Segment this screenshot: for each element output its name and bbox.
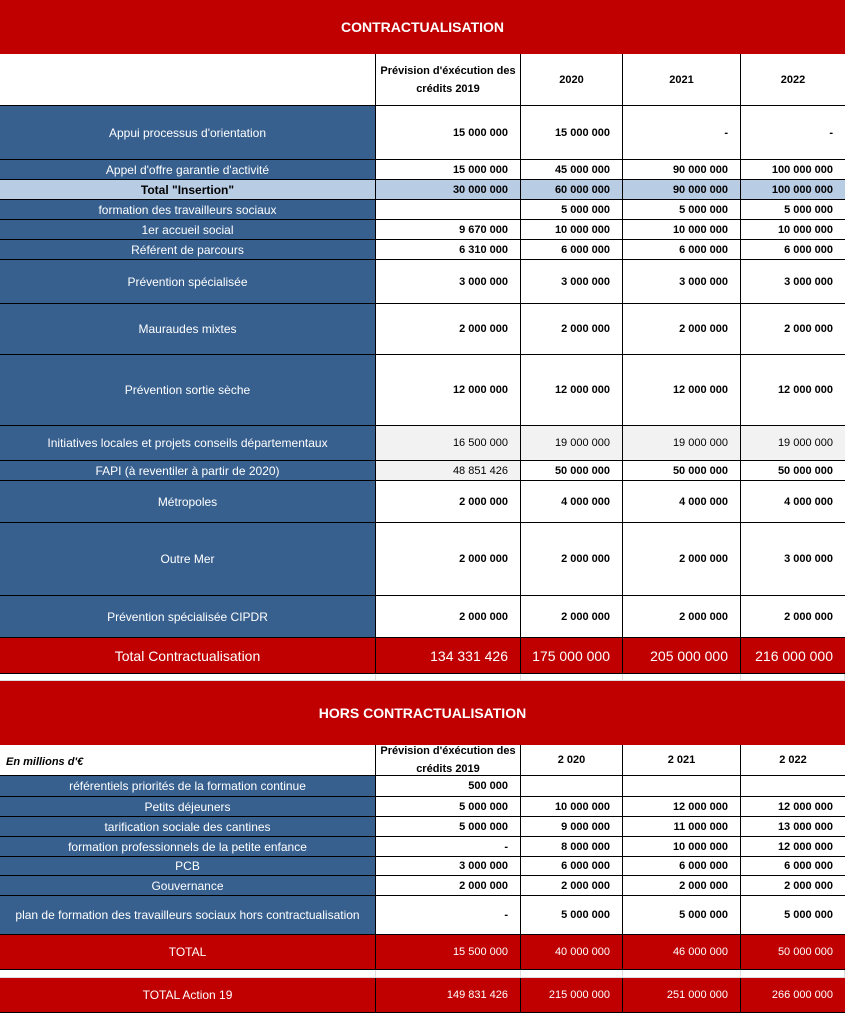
value-cell[interactable]: 12 000 000 xyxy=(741,837,845,857)
value-cell[interactable]: 15 000 000 xyxy=(521,106,623,160)
value-cell[interactable]: 48 851 426 xyxy=(376,461,521,481)
total-row xyxy=(0,935,845,970)
value-cell[interactable]: 46 000 000 xyxy=(623,935,741,970)
value-cell[interactable]: 5 000 000 xyxy=(623,200,741,220)
column-header xyxy=(0,54,376,106)
value-cell[interactable]: 3 000 000 xyxy=(521,260,623,304)
value-cell[interactable]: 19 000 000 xyxy=(521,426,623,461)
value-cell[interactable]: 16 500 000 xyxy=(376,426,521,461)
value-cell[interactable]: 15 000 000 xyxy=(376,160,521,180)
value-cell[interactable]: 5 000 000 xyxy=(521,896,623,935)
value-cell[interactable]: 2 000 000 xyxy=(521,304,623,355)
total-row xyxy=(0,978,845,1013)
value-cell[interactable]: 3 000 000 xyxy=(741,523,845,596)
value-cell[interactable]: 149 831 426 xyxy=(376,978,521,1013)
value-cell[interactable]: 15 000 000 xyxy=(376,106,521,160)
value-cell[interactable]: 6 000 000 xyxy=(521,857,623,876)
value-cell[interactable]: 8 000 000 xyxy=(521,837,623,857)
row-label: formation des travailleurs sociaux xyxy=(0,200,376,220)
value-cell[interactable]: 2 000 000 xyxy=(376,304,521,355)
column-header: En millions d'€ xyxy=(0,745,376,776)
value-cell[interactable]: 2 000 000 xyxy=(376,876,521,896)
value-cell[interactable]: 3 000 000 xyxy=(623,260,741,304)
table-row xyxy=(0,837,845,857)
value-cell[interactable]: 2 000 000 xyxy=(623,876,741,896)
value-cell[interactable]: 13 000 000 xyxy=(741,817,845,837)
row-label: PCB xyxy=(0,857,376,876)
row-label: Appel d'offre garantie d'activité xyxy=(0,160,376,180)
value-cell[interactable]: 3 000 000 xyxy=(376,857,521,876)
value-cell[interactable]: 50 000 000 xyxy=(741,935,845,970)
value-cell[interactable]: 11 000 000 xyxy=(623,817,741,837)
column-header: 2020 xyxy=(521,54,623,106)
row-label: formation professionnels de la petite enfance xyxy=(0,837,376,857)
total-row xyxy=(0,638,845,674)
column-header: 2022 xyxy=(741,54,845,106)
value-cell[interactable]: 12 000 000 xyxy=(623,797,741,817)
section-title: CONTRACTUALISATION xyxy=(0,0,845,55)
table-row xyxy=(0,876,845,896)
value-cell[interactable]: 10 000 000 xyxy=(521,797,623,817)
column-header: Prévision d'éxécution des crédits 2019 xyxy=(376,54,521,106)
row-label: Total Contractualisation xyxy=(0,638,376,674)
table-row xyxy=(0,523,845,596)
value-cell[interactable]: 2 000 000 xyxy=(521,876,623,896)
section-title: HORS CONTRACTUALISATION xyxy=(0,681,845,746)
value-cell[interactable]: 6 000 000 xyxy=(623,857,741,876)
row-label: Métropoles xyxy=(0,481,376,523)
value-cell[interactable]: 6 000 000 xyxy=(623,240,741,260)
value-cell[interactable]: 205 000 000 xyxy=(623,638,741,674)
value-cell[interactable]: 12 000 000 xyxy=(741,797,845,817)
row-label: TOTAL Action 19 xyxy=(0,978,376,1013)
table-row xyxy=(0,596,845,638)
empty-cell xyxy=(0,674,376,681)
value-cell[interactable]: 175 000 000 xyxy=(521,638,623,674)
value-cell[interactable]: 4 000 000 xyxy=(521,481,623,523)
value-cell[interactable]: 266 000 000 xyxy=(741,978,845,1013)
value-cell[interactable]: 2 000 000 xyxy=(741,304,845,355)
value-cell[interactable]: 9 670 000 xyxy=(376,220,521,240)
value-cell[interactable]: 2 000 000 xyxy=(521,596,623,638)
value-cell[interactable]: 500 000 xyxy=(376,776,521,797)
row-label: FAPI (à reventiler à partir de 2020) xyxy=(0,461,376,481)
value-cell[interactable]: 2 000 000 xyxy=(741,596,845,638)
row-label: Gouvernance xyxy=(0,876,376,896)
table-row xyxy=(0,260,845,304)
value-cell[interactable]: 60 000 000 xyxy=(521,180,623,200)
row-label: Outre Mer xyxy=(0,523,376,596)
empty-cell xyxy=(521,674,623,681)
value-cell[interactable]: - xyxy=(623,106,741,160)
value-cell[interactable]: 5 000 000 xyxy=(521,200,623,220)
column-header: 2 020 xyxy=(521,745,623,776)
value-cell[interactable]: 5 000 000 xyxy=(741,200,845,220)
value-cell[interactable]: 2 000 000 xyxy=(376,523,521,596)
value-cell[interactable]: 19 000 000 xyxy=(741,426,845,461)
row-label: Prévention sortie sèche xyxy=(0,355,376,426)
table-row xyxy=(0,304,845,355)
table-row xyxy=(0,240,845,260)
table-row xyxy=(0,776,845,797)
value-cell[interactable]: 4 000 000 xyxy=(623,481,741,523)
value-cell[interactable]: 2 000 000 xyxy=(521,523,623,596)
row-label: Prévention spécialisée CIPDR xyxy=(0,596,376,638)
value-cell[interactable]: 90 000 000 xyxy=(623,160,741,180)
value-cell[interactable]: 12 000 000 xyxy=(623,355,741,426)
row-label: Initiatives locales et projets conseils départementaux xyxy=(0,426,376,461)
value-cell[interactable] xyxy=(521,776,623,797)
table-row xyxy=(0,481,845,523)
value-cell[interactable]: 50 000 000 xyxy=(741,461,845,481)
value-cell[interactable]: 12 000 000 xyxy=(521,355,623,426)
value-cell[interactable]: 100 000 000 xyxy=(741,180,845,200)
empty-cell xyxy=(741,970,845,978)
value-cell[interactable]: 10 000 000 xyxy=(521,220,623,240)
value-cell[interactable]: 2 000 000 xyxy=(623,523,741,596)
spacer-row xyxy=(0,674,845,681)
table-row xyxy=(0,896,845,935)
value-cell[interactable]: - xyxy=(741,106,845,160)
row-label: Mauraudes mixtes xyxy=(0,304,376,355)
value-cell[interactable]: 2 000 000 xyxy=(376,596,521,638)
value-cell[interactable]: 6 000 000 xyxy=(741,240,845,260)
table-row xyxy=(0,200,845,220)
value-cell[interactable]: 9 000 000 xyxy=(521,817,623,837)
row-label: Prévention spécialisée xyxy=(0,260,376,304)
empty-cell xyxy=(376,970,521,978)
value-cell[interactable]: 10 000 000 xyxy=(623,837,741,857)
value-cell[interactable] xyxy=(376,200,521,220)
value-cell[interactable]: 5 000 000 xyxy=(741,896,845,935)
value-cell[interactable]: 3 000 000 xyxy=(741,260,845,304)
value-cell[interactable]: 45 000 000 xyxy=(521,160,623,180)
value-cell[interactable]: 50 000 000 xyxy=(521,461,623,481)
value-cell[interactable]: 50 000 000 xyxy=(623,461,741,481)
value-cell[interactable]: 10 000 000 xyxy=(623,220,741,240)
value-cell[interactable]: 4 000 000 xyxy=(741,481,845,523)
empty-cell xyxy=(521,970,623,978)
table-row xyxy=(0,355,845,426)
value-cell[interactable]: 2 000 000 xyxy=(623,304,741,355)
value-cell[interactable]: 2 000 000 xyxy=(623,596,741,638)
value-cell[interactable]: - xyxy=(376,837,521,857)
value-cell[interactable]: 19 000 000 xyxy=(623,426,741,461)
table-row xyxy=(0,106,845,160)
row-label: tarification sociale des cantines xyxy=(0,817,376,837)
table-row xyxy=(0,817,845,837)
row-label: TOTAL xyxy=(0,935,376,970)
table-row xyxy=(0,857,845,876)
table-row xyxy=(0,180,845,200)
empty-cell xyxy=(623,674,741,681)
value-cell[interactable]: 5 000 000 xyxy=(376,817,521,837)
value-cell[interactable] xyxy=(741,776,845,797)
row-label: référentiels priorités de la formation continue xyxy=(0,776,376,797)
row-label: 1er accueil social xyxy=(0,220,376,240)
value-cell[interactable]: 216 000 000 xyxy=(741,638,845,674)
table-row xyxy=(0,426,845,461)
table-row xyxy=(0,797,845,817)
value-cell[interactable]: 12 000 000 xyxy=(376,355,521,426)
spacer-row xyxy=(0,970,845,978)
empty-cell xyxy=(741,674,845,681)
table-header-row xyxy=(0,54,845,106)
value-cell[interactable] xyxy=(623,776,741,797)
value-cell[interactable]: 10 000 000 xyxy=(741,220,845,240)
value-cell[interactable]: 6 000 000 xyxy=(521,240,623,260)
value-cell[interactable]: 90 000 000 xyxy=(623,180,741,200)
value-cell[interactable]: 134 331 426 xyxy=(376,638,521,674)
empty-cell xyxy=(0,970,376,978)
value-cell[interactable]: 6 310 000 xyxy=(376,240,521,260)
value-cell[interactable]: 15 500 000 xyxy=(376,935,521,970)
empty-cell xyxy=(623,970,741,978)
value-cell[interactable]: 100 000 000 xyxy=(741,160,845,180)
table-row xyxy=(0,461,845,481)
row-label: Référent de parcours xyxy=(0,240,376,260)
value-cell[interactable]: 2 000 000 xyxy=(741,876,845,896)
value-cell[interactable]: - xyxy=(376,896,521,935)
value-cell[interactable]: 251 000 000 xyxy=(623,978,741,1013)
value-cell[interactable]: 2 000 000 xyxy=(376,481,521,523)
row-label: Total "Insertion" xyxy=(0,180,376,200)
value-cell[interactable]: 6 000 000 xyxy=(741,857,845,876)
table-header-row xyxy=(0,745,845,776)
column-header: 2 021 xyxy=(623,745,741,776)
table-row xyxy=(0,220,845,240)
value-cell[interactable]: 5 000 000 xyxy=(623,896,741,935)
column-header: 2021 xyxy=(623,54,741,106)
row-label: Appui processus d'orientation xyxy=(0,106,376,160)
empty-cell xyxy=(376,674,521,681)
value-cell[interactable]: 5 000 000 xyxy=(376,797,521,817)
column-header: Prévision d'éxécution des crédits 2019 xyxy=(376,745,521,776)
row-label: Petits déjeuners xyxy=(0,797,376,817)
value-cell[interactable]: 30 000 000 xyxy=(376,180,521,200)
row-label: plan de formation des travailleurs sociaux hors contractualisation xyxy=(0,896,376,935)
value-cell[interactable]: 12 000 000 xyxy=(741,355,845,426)
table-row xyxy=(0,160,845,180)
value-cell[interactable]: 40 000 000 xyxy=(521,935,623,970)
value-cell[interactable]: 3 000 000 xyxy=(376,260,521,304)
value-cell[interactable]: 215 000 000 xyxy=(521,978,623,1013)
column-header: 2 022 xyxy=(741,745,845,776)
